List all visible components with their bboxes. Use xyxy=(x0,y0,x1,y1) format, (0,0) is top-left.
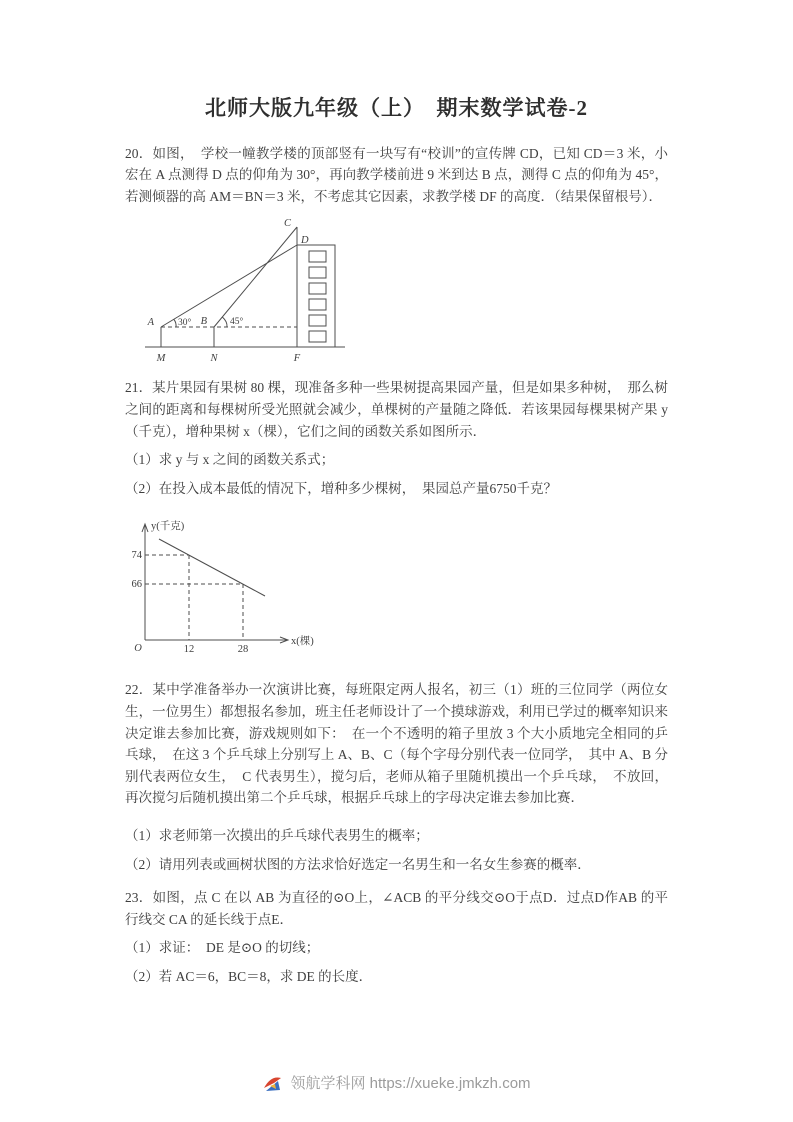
angle-label-30: 30° xyxy=(178,318,192,329)
building-outline xyxy=(297,245,335,347)
function-line xyxy=(159,539,265,596)
diagram-point-labels xyxy=(147,218,309,364)
problem-22-text: 22．某中学准备举办一次演讲比赛，每班限定两人报名，初三（1）班的三位同学（两位女生，一位男生）都想报名参加，班主任老师设计了一个摸球游戏，利用已学过的概率知识来决定谁去参加比赛，游戏规则如下： 在一个不透明的箱子里放 3 个大小质地完全相同的乒乓球， 在这 3 个乒乓球上分别写上 A、B、C（每个字母分别代表一位同学， 其中 A、B 分别代表两位女生， C 代表男生），搅匀后，老师从箱子里随机摸出一个乒乓球， 不放回，再次搅匀后随机摸出第二个乒乓球，根据乒乓球上的字母决定谁去参加比赛． xyxy=(125,682,668,806)
problem-23-q2: （2）若 AC＝6，BC＝8，求 DE 的长度． xyxy=(125,968,373,984)
problem-21-q1: （1）求 y 与 x 之间的函数关系式； xyxy=(125,452,335,468)
origin-label: O xyxy=(134,643,142,655)
graph-lines xyxy=(142,524,288,643)
label-b: B xyxy=(200,316,207,328)
x-tick-28: 28 xyxy=(237,644,249,656)
problem-22-q2: （2）请用列表或画树状图的方法求恰好选定一名男生和一名女生参赛的概率． xyxy=(125,856,591,872)
footer xyxy=(0,1073,793,1094)
orchard-yield-graph xyxy=(125,515,325,667)
problem-21-graph xyxy=(125,515,668,667)
label-f: F xyxy=(293,353,301,365)
label-a: A xyxy=(147,317,154,329)
diagram-lines xyxy=(145,227,345,347)
label-n: N xyxy=(210,353,218,365)
elevation-diagram xyxy=(139,215,351,365)
problem-23-q1: （1）求证： DE 是⊙O 的切线； xyxy=(125,940,320,956)
sight-line-b-c xyxy=(214,227,297,327)
problem-23-text: 23．如图，点 C 在以 AB 为直径的⊙O上，∠ACB 的平分线交⊙O于点D．过点D作AB 的平行线交 CA 的延长线于点E． xyxy=(125,890,668,927)
label-m: M xyxy=(156,353,166,365)
y-tick-74: 74 xyxy=(131,550,142,562)
problem-20-text: 20．如图， 学校一幢教学楼的顶部竖有一块写有“校训”的宣传牌 CD，已知 CD＝3 米，小宏在 A 点测得 D 点的仰角为 30°，再向教学楼前进 9 米到达 B 点，测得 C 点的仰角为 45°，若测倾器的高 AM＝BN＝3 米，不考虑其它因素，求教学楼 DF 的高度．（结果保留根号）． xyxy=(125,145,668,204)
angle-arc-b xyxy=(222,317,227,327)
angle-arc-a xyxy=(174,320,176,328)
y-tick-66: 66 xyxy=(131,579,142,591)
problem-21-text: 21．某片果园有果树 80 棵，现准备多种一些果树提高果园产量，但是如果多种树， 那么树之间的距离和每棵树所受光照就会减少，单棵树的产量随之降低．若该果园每棵果树产果 y（千克），增种果树 x（棵），它们之间的函数关系如图所示． xyxy=(125,380,668,439)
page-title: 北师大版九年级（上） 期末数学试卷-2 xyxy=(205,96,588,120)
problem-21-q2: （2）在投入成本最低的情况下，增种多少棵树， 果园总产量6750千克？ xyxy=(125,480,557,496)
x-axis-label: x(棵) xyxy=(291,636,314,648)
site-logo-icon xyxy=(262,1073,283,1094)
sight-line-a-d xyxy=(161,245,297,327)
x-tick-12: 12 xyxy=(183,644,195,656)
building-windows xyxy=(309,251,326,342)
angle-label-45: 45° xyxy=(230,317,244,328)
y-axis-label: y(千克) xyxy=(151,521,185,533)
label-c: C xyxy=(283,218,291,230)
dashed-guides xyxy=(145,555,243,640)
diagram-angle-labels xyxy=(178,316,244,328)
problem-22-q1: （1）求老师第一次摸出的乒乓球代表男生的概率； xyxy=(125,827,429,843)
footer-site-text: 领航学科网 https://xueke.jmkzh.com xyxy=(290,1075,531,1092)
problem-20-figure xyxy=(139,215,668,365)
label-d: D xyxy=(301,235,309,247)
